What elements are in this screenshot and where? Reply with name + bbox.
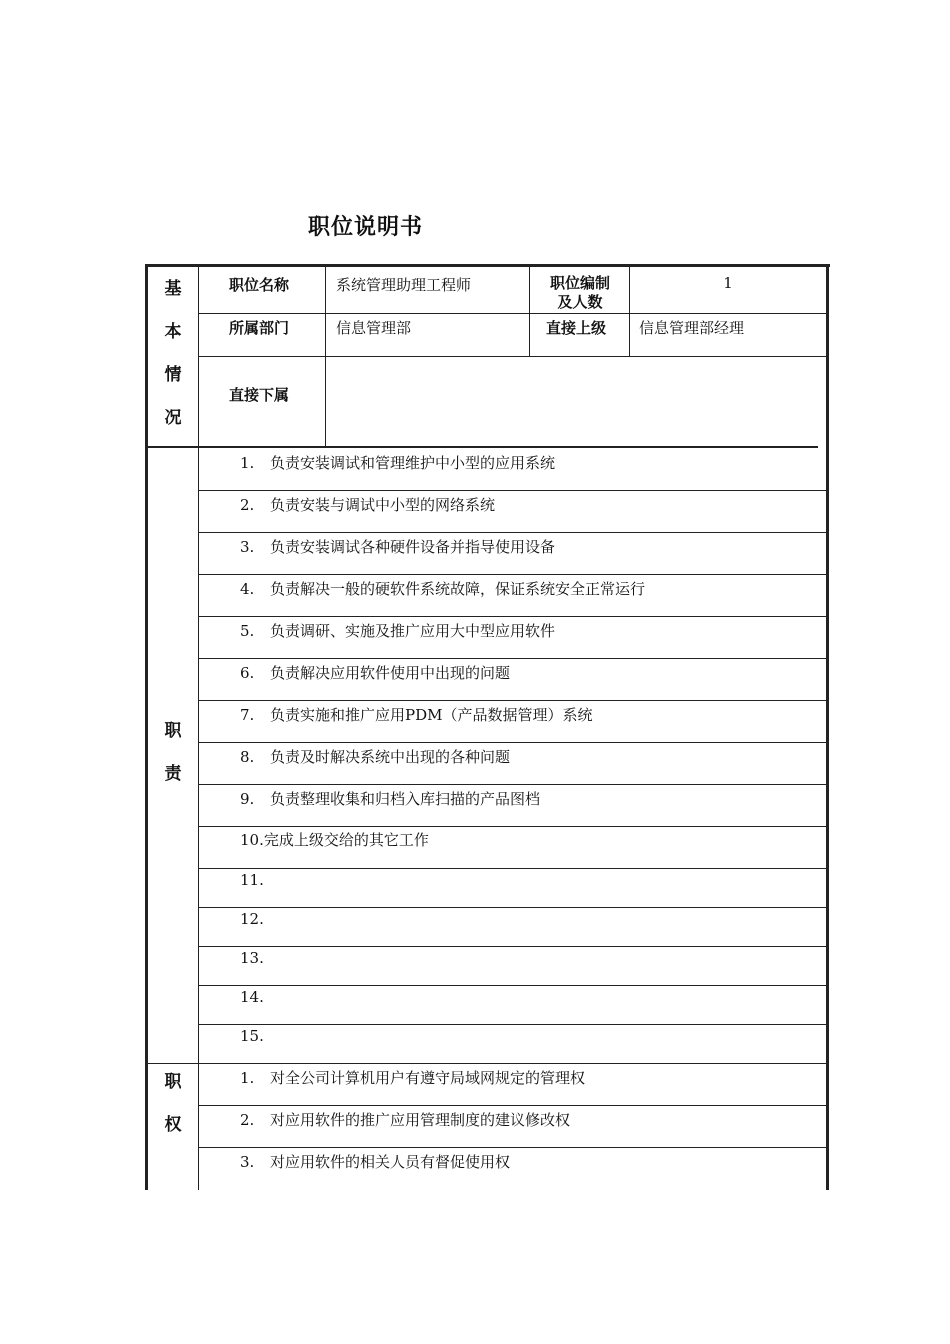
page-title: 职位说明书 [308,215,424,240]
table-top-border [145,264,830,267]
row-divider [198,532,826,533]
row-divider [198,868,826,869]
row-divider [198,490,826,491]
row-divider [198,1105,826,1106]
row-divider [198,1024,826,1025]
list-item: 1. 对全公司计算机用户有遵守局域网规定的管理权 [240,1069,586,1087]
subordinate-label: 直接下属 [229,386,290,404]
row-divider [198,742,826,743]
superior-label: 直接上级 [546,319,607,337]
list-item: 7. 负责实施和推广应用PDM（产品数据管理）系统 [240,706,593,724]
row-divider [198,907,826,908]
duties-section-bottom [146,1063,826,1064]
row-divider [198,985,826,986]
superior-value: 信息管理部经理 [639,319,745,337]
list-item: 11. [240,871,264,889]
department-label: 所属部门 [229,319,290,337]
basic-section-label: 基 本 情 况 [164,279,182,428]
row-divider [198,700,826,701]
position-name-label: 职位名称 [229,276,290,294]
list-item: 6. 负责解决应用软件使用中出现的问题 [240,664,511,682]
basic-row-line-2 [198,356,826,357]
authority-section-label: 职 权 [164,1072,182,1135]
list-item: 12. [240,910,264,928]
section-column-divider [198,266,199,1190]
row-divider [198,574,826,575]
list-item: 15. [240,1027,264,1045]
list-item: 1. 负责安装调试和管理维护中小型的应用系统 [240,454,556,472]
list-item: 4. 负责解决一般的硬软件系统故障，保证系统安全正常运行 [240,580,646,598]
basic-section-bottom [146,446,818,448]
list-item: 13. [240,949,264,967]
list-item: 5. 负责调研、实施及推广应用大中型应用软件 [240,622,556,640]
table-left-border [145,264,148,1190]
list-item: 2. 负责安装与调试中小型的网络系统 [240,496,496,514]
headcount-value: 1 [723,274,733,292]
basic-col-line-1 [325,266,326,447]
list-item: 14. [240,988,264,1006]
headcount-label: 职位编制 及人数 [549,274,610,311]
row-divider [198,784,826,785]
row-divider [198,826,826,827]
row-divider [198,946,826,947]
row-divider [198,616,826,617]
department-value: 信息管理部 [336,319,412,337]
duties-section-label: 职 责 [164,721,182,784]
list-item: 8. 负责及时解决系统中出现的各种问题 [240,748,511,766]
list-item: 3. 对应用软件的相关人员有督促使用权 [240,1153,511,1171]
row-divider [198,1147,826,1148]
basic-row-line-1 [198,313,826,314]
list-item: 9. 负责整理收集和归档入库扫描的产品图档 [240,790,541,808]
list-item: 2. 对应用软件的推广应用管理制度的建议修改权 [240,1111,571,1129]
row-divider [198,658,826,659]
list-item: 10.完成上级交给的其它工作 [240,831,429,849]
position-name-value: 系统管理助理工程师 [336,276,472,294]
table-right-border [826,264,829,1190]
list-item: 3. 负责安装调试各种硬件设备并指导使用设备 [240,538,556,556]
